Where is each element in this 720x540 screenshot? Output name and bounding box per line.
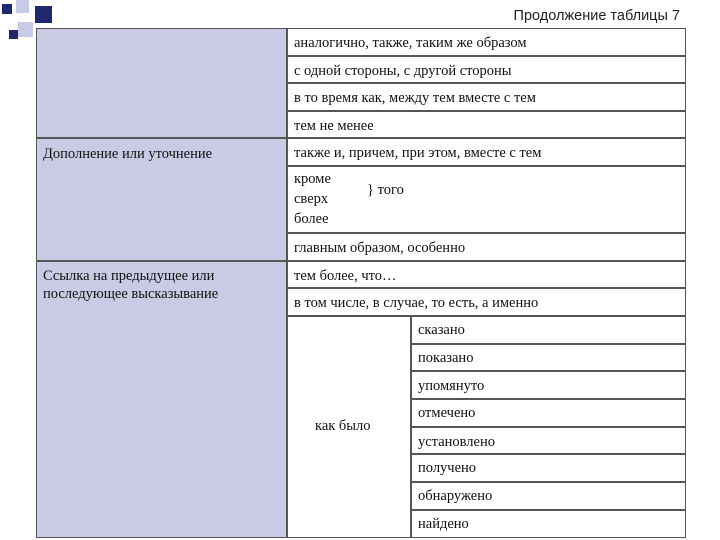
decor-square bbox=[2, 4, 12, 14]
phrase-row-kroме-stack bbox=[287, 166, 686, 233]
participle-row: отмечено bbox=[411, 399, 686, 427]
decor-square bbox=[18, 22, 33, 37]
brace-suffix: } того bbox=[367, 182, 404, 198]
participle-row: найдено bbox=[411, 510, 686, 538]
decor-square bbox=[9, 30, 18, 39]
participle-row: установлено bbox=[411, 427, 686, 454]
phrase-row: тем не менее bbox=[287, 111, 686, 138]
decor-square bbox=[35, 6, 52, 23]
phrase-row: в то время как, между тем вместе с тем bbox=[287, 83, 686, 111]
phrase-row: в том числе, в случае, то есть, а именно bbox=[287, 288, 686, 316]
left-cell-empty bbox=[36, 28, 287, 138]
left-cell-addition: Дополнение или уточнение bbox=[36, 138, 287, 261]
connectors-table bbox=[36, 28, 686, 538]
participle-row: получено bbox=[411, 454, 686, 482]
phrase-row: с одной стороны, с другой стороны bbox=[287, 56, 686, 83]
decor-square bbox=[16, 0, 29, 13]
phrase-row: аналогично, также, таким же образом bbox=[287, 28, 686, 56]
stack-word: более bbox=[294, 211, 329, 227]
participle-row: обнаружено bbox=[411, 482, 686, 510]
kak-bylo-label: как было bbox=[315, 418, 371, 434]
kak-bylo-cell bbox=[287, 316, 411, 538]
participle-row: показано bbox=[411, 344, 686, 371]
participle-row: упомянуто bbox=[411, 371, 686, 399]
phrase-row: главным образом, особенно bbox=[287, 233, 686, 261]
phrase-row: тем более, что… bbox=[287, 261, 686, 288]
stack-word: кроме bbox=[294, 171, 331, 187]
left-cell-reference: Ссылка на предыдущее или последующее высказывание bbox=[36, 261, 287, 538]
table-caption: Продолжение таблицы 7 bbox=[513, 8, 680, 24]
stack-word: сверх bbox=[294, 191, 329, 207]
phrase-row: также и, причем, при этом, вместе с тем bbox=[287, 138, 686, 166]
participle-row: сказано bbox=[411, 316, 686, 344]
